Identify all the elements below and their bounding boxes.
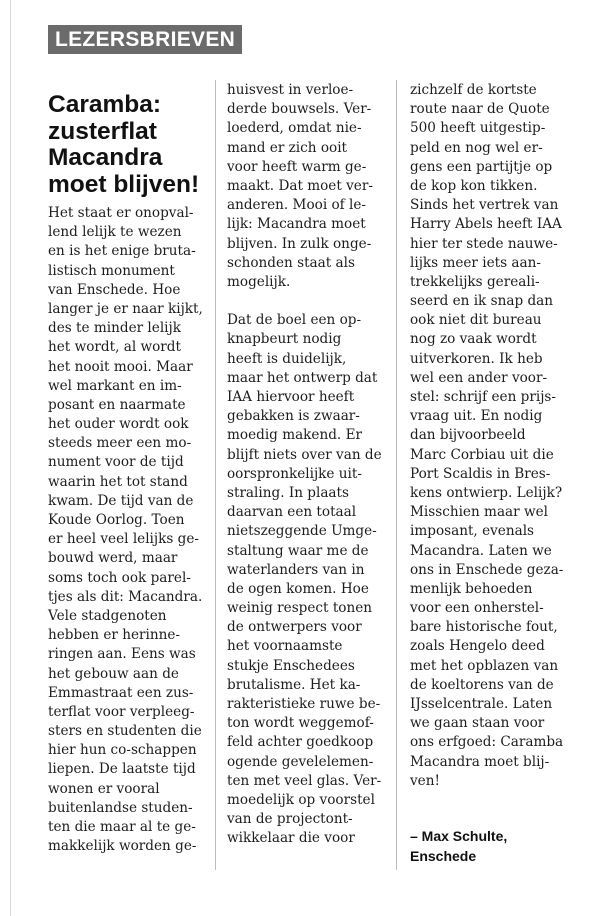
text-line: wel een ander voor- — [410, 369, 548, 386]
text-line: knapbeurt nodig — [227, 331, 342, 348]
text-line: er heel veel lelijks ge- — [48, 531, 199, 548]
text-line: oorspronkelijke uit- — [227, 465, 362, 482]
text-line: wikkelaar die voor — [227, 830, 355, 847]
text-line: staltung waar me de — [227, 542, 369, 559]
text-line: nog zo vaak wordt — [410, 331, 537, 348]
text-line: ons in Enschede geza- — [410, 561, 564, 578]
headline-line: Macandra — [48, 144, 163, 171]
text-line: Marc Corbiau uit die — [410, 446, 554, 463]
text-line: en is het enige bruta- — [48, 243, 196, 260]
text-line: wel markant en im- — [48, 377, 182, 394]
text-line: tjes als dit: Macandra. — [48, 588, 203, 605]
text-line: liepen. De laatste tijd — [48, 761, 196, 778]
text-line: listisch monument — [48, 262, 175, 279]
text-line: zoals Hengelo deed — [410, 638, 545, 655]
text-line: ringen aan. Eens was — [48, 646, 196, 663]
text-line: Harry Abels heeft IAA — [410, 216, 562, 233]
text-line: stukje Enschedees — [227, 657, 355, 674]
section-label: LEZERSBRIEVEN — [48, 25, 242, 54]
headline-line: Caramba: — [48, 91, 162, 118]
text-line: terflat voor verpleeg- — [48, 703, 195, 720]
text-line: nietszeggende Umge- — [227, 523, 377, 540]
text-line: mogelijk. — [227, 273, 291, 290]
text-line: mand er zich ooit — [227, 139, 348, 156]
text-line: makkelijk worden ge- — [48, 838, 197, 855]
text-line: stel: schrijf een prijs- — [410, 389, 556, 405]
text-line: ten met veel glas. Ver- — [227, 772, 382, 789]
signature-line: – Max Schulte, — [410, 828, 508, 844]
text-line: gebakken is zwaar- — [227, 408, 360, 425]
text-line: het nooit mooi. Maar — [48, 358, 193, 375]
text-line: daarvan een totaal — [227, 504, 357, 521]
text-line: seerd en ik snap dan — [410, 293, 554, 310]
article-column-1 — [48, 204, 218, 856]
text-line: het wordt, al wordt — [48, 339, 181, 356]
text-line: des te minder lelijk — [48, 320, 181, 337]
text-line: maakt. Dat moet ver- — [227, 177, 373, 194]
text-line: moedig makend. Er — [227, 427, 362, 444]
text-line: maar het ontwerp dat — [227, 369, 378, 386]
text-line: menlijk behoeden — [410, 580, 533, 597]
page-edge — [10, 0, 11, 916]
text-line: Het staat er onopval- — [48, 205, 194, 221]
text-line: Emmastraat een zus- — [48, 684, 194, 701]
text-line: voor een onherstel- — [410, 600, 544, 617]
text-line: heeft is duidelijk, — [227, 350, 347, 367]
headline — [48, 92, 199, 198]
text-line: het voornaamste — [227, 638, 343, 655]
text-line: hier hun co-schappen — [48, 742, 197, 759]
text-line: het ouder wordt ook — [48, 416, 189, 433]
headline-line: zusterflat — [48, 117, 157, 145]
text-line: zichzelf de kortste — [410, 82, 537, 98]
text-line: sters en studenten die — [48, 723, 202, 740]
text-line: IJsselcentrale. Laten — [410, 696, 553, 712]
text-line: vraag uit. En nodig — [410, 408, 543, 425]
text-line: kwam. De tijd van de — [48, 492, 194, 509]
text-line: waterlanders van in — [227, 561, 365, 578]
text-line: Sinds het vertrek van — [410, 197, 559, 214]
signature — [410, 826, 507, 866]
text-line: peld en nog wel er- — [410, 139, 543, 156]
article-column-3 — [410, 81, 580, 791]
text-line: lijk: Macandra moet — [227, 216, 366, 233]
text-line: trekkelijks gereali- — [410, 273, 540, 290]
text-line: van de projectont- — [227, 811, 353, 828]
text-line: blijven. In zulk onge- — [227, 235, 372, 252]
text-line: steeds meer een mo- — [48, 435, 192, 452]
text-line: Vele stadgenoten — [48, 607, 167, 624]
text-line: bouwd werd, maar — [48, 550, 178, 567]
paragraph-break — [227, 292, 397, 311]
text-line: Port Scaldis in Bres- — [410, 465, 551, 482]
text-line: Koude Oorlog. Toen — [48, 512, 185, 528]
text-line: we gaan staan voor — [410, 715, 545, 732]
signature-line: Enschede — [410, 848, 477, 864]
text-line: Misschien maar wel — [410, 504, 549, 521]
text-line: Macandra moet blij- — [410, 753, 550, 770]
text-line: de kop kon tikken. — [410, 177, 538, 194]
text-line: lend lelijk te wezen — [48, 224, 182, 241]
text-line: soms toch ook parel- — [48, 569, 191, 586]
text-line: Macandra. Laten we — [410, 542, 552, 559]
text-line: bare historische fout, — [410, 619, 558, 636]
text-line: 500 heeft uitgestip- — [410, 120, 546, 137]
text-line: de koeltorens van de — [410, 676, 554, 693]
text-line: straling. In plaats — [227, 484, 349, 501]
text-line: ons erfgoed: Caramba — [410, 734, 564, 751]
text-line: route naar de Quote — [410, 101, 550, 118]
text-line: huisvest in verloe- — [227, 82, 354, 98]
text-line: imposant, evenals — [410, 523, 535, 540]
text-line: buitenlandse studen- — [48, 799, 193, 816]
text-line: moedelijk op voorstel — [227, 791, 375, 808]
text-line: ven! — [410, 772, 440, 789]
text-line: ook niet dit bureau — [410, 312, 542, 329]
text-line: de ontwerpers voor — [227, 619, 362, 636]
text-line: posant en naarmate — [48, 396, 186, 413]
text-line: rakteristieke ruwe be- — [227, 696, 381, 712]
text-line: weinig respect tonen — [227, 600, 373, 617]
text-line: van Enschede. Hoe — [48, 281, 181, 298]
text-line: waarin het tot stand — [48, 473, 188, 490]
article-column-2 — [227, 81, 397, 849]
text-line: dan bijvoorbeeld — [410, 427, 526, 444]
text-line: lijks meer iets aan- — [410, 254, 541, 271]
text-line: de ogen komen. Hoe — [227, 580, 369, 597]
text-line: IAA hiervoor heeft — [227, 389, 355, 405]
headline-line: moet blijven! — [48, 170, 200, 198]
text-line: wonen er vooral — [48, 780, 160, 797]
text-line: het gebouw aan de — [48, 665, 179, 682]
text-line: hebben er herinne- — [48, 627, 180, 644]
text-line: voor heeft warm ge- — [227, 158, 367, 175]
text-line: gens een partijtje op — [410, 158, 553, 175]
text-line: Dat de boel een op- — [227, 312, 362, 329]
text-line: derde bouwsels. Ver- — [227, 101, 372, 118]
text-line: brutalisme. Het ka- — [227, 676, 361, 693]
text-line: ten die maar al te ge- — [48, 819, 196, 835]
text-line: feld achter goedkoop — [227, 734, 374, 751]
text-line: anderen. Mooi of le- — [227, 197, 367, 214]
text-line: met het opblazen van — [410, 657, 559, 674]
text-line: schonden staat als — [227, 254, 355, 271]
text-line: blijft niets over van de — [227, 446, 382, 463]
text-line: ogende gevelelemen- — [227, 753, 374, 770]
text-line: kens ontwierp. Lelijk? — [410, 484, 563, 501]
text-line: ton wordt weggemof- — [227, 715, 374, 732]
text-line: langer je er naar kijkt, — [48, 300, 203, 317]
text-line: uitverkoren. Ik heb — [410, 350, 543, 367]
text-line: loederd, omdat nie- — [227, 120, 362, 137]
text-line: nument voor de tijd — [48, 454, 184, 471]
text-line: hier ter stede nauwe- — [410, 235, 558, 252]
